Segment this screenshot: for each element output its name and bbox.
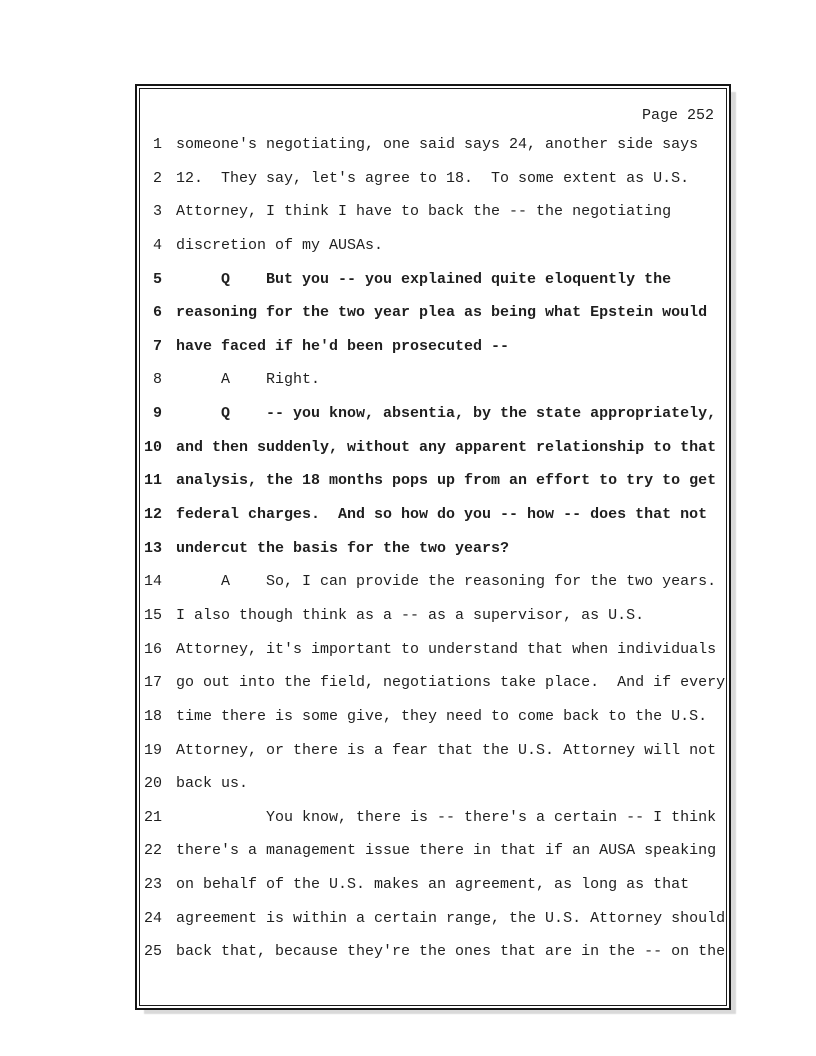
line-number: 7 <box>152 337 162 355</box>
transcript-line <box>137 498 729 532</box>
transcript-line <box>137 801 729 835</box>
transcript-line <box>137 397 729 431</box>
line-number: 15 <box>143 606 162 624</box>
line-text: A Right. <box>176 371 321 389</box>
transcript-line <box>137 296 729 330</box>
line-text: back us. <box>176 775 249 793</box>
transcript-line <box>137 128 729 162</box>
line-number: 12 <box>143 506 162 524</box>
transcript-lines <box>137 128 729 969</box>
transcript-line <box>137 834 729 868</box>
transcript-line <box>137 666 729 700</box>
line-number: 2 <box>152 169 162 187</box>
line-text: on behalf of the U.S. makes an agreement, as long as that <box>176 876 690 894</box>
transcript-line <box>137 330 729 364</box>
line-text: agreement is within a certain range, the U.S. Attorney should <box>176 909 726 927</box>
line-number: 19 <box>143 741 162 759</box>
line-number: 10 <box>143 438 162 456</box>
line-text: reasoning for the two year plea as being what Epstein would <box>176 304 708 322</box>
line-number: 17 <box>143 674 162 692</box>
line-number: 23 <box>143 876 162 894</box>
transcript-line <box>137 565 729 599</box>
transcript-line <box>137 633 729 667</box>
line-number: 9 <box>152 405 162 423</box>
transcript-line <box>137 767 729 801</box>
transcript-frame <box>135 84 731 1010</box>
line-text: have faced if he'd been prosecuted -- <box>176 337 510 355</box>
line-text: back that, because they're the ones that are in the -- on the <box>176 943 726 961</box>
line-text: discretion of my AUSAs. <box>176 236 384 254</box>
line-text: federal charges. And so how do you -- how -- does that not <box>176 506 708 524</box>
transcript-line <box>137 599 729 633</box>
line-number: 25 <box>143 943 162 961</box>
line-text: 12. They say, let's agree to 18. To some extent as U.S. <box>176 169 690 187</box>
line-number: 22 <box>143 842 162 860</box>
line-text: go out into the field, negotiations take place. And if every <box>176 674 726 692</box>
transcript-line <box>137 935 729 969</box>
line-text: there's a management issue there in that if an AUSA speaking <box>176 842 717 860</box>
line-text: undercut the basis for the two years? <box>176 539 510 557</box>
line-number: 5 <box>152 270 162 288</box>
line-number: 11 <box>143 472 162 490</box>
transcript-line <box>137 263 729 297</box>
line-text: Attorney, or there is a fear that the U.S. Attorney will not <box>176 741 717 759</box>
transcript-line <box>137 162 729 196</box>
line-text: Q But you -- you explained quite eloquently the <box>176 270 672 288</box>
line-text: Attorney, it's important to understand that when individuals <box>176 640 717 658</box>
transcript-line <box>137 734 729 768</box>
line-number: 8 <box>152 371 162 389</box>
line-number: 16 <box>143 640 162 658</box>
line-number: 20 <box>143 775 162 793</box>
line-text: A So, I can provide the reasoning for the two years. <box>176 573 717 591</box>
line-text: I also though think as a -- as a supervisor, as U.S. <box>176 606 645 624</box>
transcript-line <box>137 229 729 263</box>
line-text: analysis, the 18 months pops up from an effort to try to get <box>176 472 717 490</box>
line-number: 3 <box>152 203 162 221</box>
transcript-line <box>137 532 729 566</box>
transcript-line <box>137 868 729 902</box>
line-number: 24 <box>143 909 162 927</box>
line-number: 6 <box>152 304 162 322</box>
transcript-line <box>137 195 729 229</box>
transcript-line <box>137 431 729 465</box>
transcript-line <box>137 700 729 734</box>
line-number: 18 <box>143 707 162 725</box>
line-number: 14 <box>143 573 162 591</box>
line-number: 1 <box>152 136 162 153</box>
line-text: Q -- you know, absentia, by the state appropriately, <box>176 405 717 423</box>
line-text: someone's negotiating, one said says 24, another side says <box>176 136 699 153</box>
line-number: 13 <box>143 539 162 557</box>
page-number-label: Page 252 <box>641 107 714 124</box>
transcript-line <box>137 902 729 936</box>
transcript-line <box>137 363 729 397</box>
line-text: Attorney, I think I have to back the -- the negotiating <box>176 203 672 221</box>
line-number: 4 <box>152 236 162 254</box>
transcript-line <box>137 464 729 498</box>
line-text: time there is some give, they need to come back to the U.S. <box>176 707 708 725</box>
line-text: You know, there is -- there's a certain -- I think <box>176 808 717 826</box>
line-text: and then suddenly, without any apparent relationship to that <box>176 438 717 456</box>
line-number: 21 <box>143 808 162 826</box>
